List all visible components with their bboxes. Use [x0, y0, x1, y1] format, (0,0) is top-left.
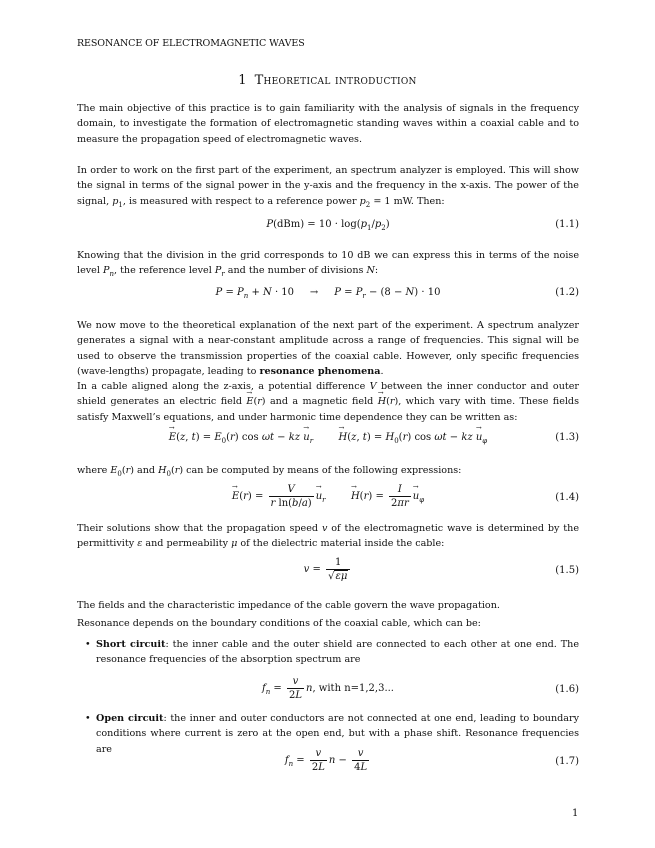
- paragraph-propagation-speed: Their solutions show that the propagation speed v of the electromagnetic wave is determined by the permittivity ε and permeability μ of the dielectric material inside the cable:: [77, 523, 579, 550]
- section-heading: [0, 73, 655, 88]
- equation-number: (1.3): [555, 432, 579, 443]
- equation-number: (1.1): [555, 219, 579, 230]
- paragraph-fields: In a cable aligned along the z-axis, a potential difference V between the inner conductor and outer shield generates an electric field → E(r) and a magnetic field → H(r), which vary with time. These fields satisfy Maxwell’s equations, and under harmonic time dependence they can be written as:: [77, 379, 579, 425]
- equation-number: (1.4): [555, 492, 579, 503]
- bullet-marker: •: [85, 713, 91, 724]
- section-title: Theoretical introduction: [254, 73, 417, 88]
- equation-1-5: v = $\frac{1}{√\varepsilon\mu}$ (1.5): [303, 557, 579, 582]
- paragraph-objective: The main objective of this practice is to gain familiarity with the analysis of signals in the frequency domain, to investigate the formation of electromagnetic standing waves within a coaxial cable and to measure the propagation speed of electromagnetic waves.: [77, 103, 579, 145]
- equation-number: (1.2): [555, 287, 579, 298]
- bullet-open-circuit: • Open circuit: the inner and outer conductors are not connected at one end, leading to boundary conditions where current is zero at the open end, but with a phase shift. Resonance frequencies are: [85, 713, 579, 755]
- equation-1-3: → E(z, $t) = E_0(r)$ cos ωt − kz → $u_r$ → H(z, $t) = H_0(r)$ cos ωt − kz → $u_\varphi$ (1.3): [77, 432, 579, 454]
- equation-1-6: $f_n$ = $\frac{v}{2L}$ n, with n=1,2,3... (1.6): [262, 676, 579, 701]
- paragraph-impedance: The fields and the characteristic impedance of the cable govern the wave propagation.: [77, 600, 500, 611]
- equation-1-2: $P = P_n + N \cdot 10$ → $P = P_r - (8 - N) \cdot 10$ (1.2): [215, 287, 579, 300]
- equation-1-1: $P(dBm) = 10 \cdot \log(p_1/p_2)$ (1.1): [266, 219, 579, 232]
- equation-number: (1.7): [555, 756, 579, 767]
- equation-number: (1.6): [555, 684, 579, 695]
- equation-number: (1.5): [555, 565, 579, 576]
- running-header: RESONANCE OF ELECTROMAGNETIC WAVES: [77, 38, 305, 49]
- equation-1-7: $f_n$ = $\frac{v}{2L}$ n − $\frac{v}{4L}$ (1.7): [284, 748, 579, 773]
- equation-1-4: → E(r) = $\frac{V}{\text{r ln(b/a)}}$ → $u_r$ → H(r) = $\frac{I}{2\pi r}$ → $u_\varphi$ (1.4): [77, 483, 579, 513]
- paragraph-theory: We now move to the theoretical explanation of the next part of the experiment. A spectrum analyzer generates a signal with a near-constant amplitude across a range of frequencies. This signal will be used to observe the transmission properties of the coaxial cable. However, only specific frequencies (wave-lengths) propagate, leading to resonance phenomena.: [77, 320, 579, 377]
- paragraph-boundary: Resonance depends on the boundary conditions of the coaxial cable, which can be:: [77, 618, 481, 629]
- paragraph-spectrum-analyzer: In order to work on the first part of the experiment, an spectrum analyzer is employed. This will show the signal in terms of the signal power in the y-axis and the frequency in the x-axis. The power of the signal, $p_1$, is measured with respect to a reference power $p_2 = 1$ mW. Then:: [77, 165, 579, 209]
- paragraph-expressions: where $E_0(r)$ and $H_0(r)$ can be computed by means of the following expressions:: [77, 465, 462, 478]
- page-number: 1: [572, 808, 579, 819]
- section-number: 1: [238, 73, 247, 88]
- bullet-short-circuit: • Short circuit: the inner cable and the outer shield are connected to each other at one end. The resonance frequencies of the absorption spectrum are: [85, 639, 580, 666]
- paragraph-noise-level: Knowing that the division in the grid corresponds to 10 dB we can express this in terms of the noise level $P_n$, the reference level $P_r$ and the number of divisions N:: [77, 250, 579, 279]
- bullet-marker: •: [85, 639, 91, 650]
